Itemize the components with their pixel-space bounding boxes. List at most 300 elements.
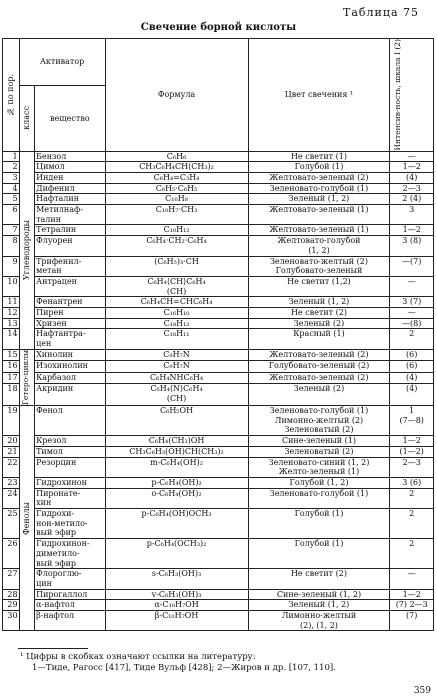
s-line: Фенантрен	[36, 297, 83, 307]
f-line: C₆H₄NHC₆H₄	[150, 372, 204, 382]
class-cell	[19, 349, 35, 405]
i-line: 3 (7)	[402, 297, 422, 307]
s-line: β-нафтол	[36, 611, 75, 621]
row-number: 5	[3, 194, 20, 205]
footnote-line-1: ¹ Цифры в скобках означают ссылки на литературу:	[20, 652, 256, 662]
substance-cell	[35, 276, 105, 296]
formula-cell	[105, 446, 248, 457]
s-line: Крезол	[36, 436, 67, 446]
table-row	[3, 539, 434, 569]
substance-cell	[35, 457, 105, 477]
table-row	[3, 569, 434, 589]
intensity-cell	[390, 236, 434, 256]
i-line: —	[407, 276, 416, 286]
f-line: C₁₀H₇·CH₃	[155, 205, 198, 215]
substance-cell	[35, 205, 105, 225]
g-line: Зеленоватый (2)	[284, 446, 354, 456]
i-line: 2	[409, 329, 415, 339]
g-line: (1, 2)	[308, 245, 330, 255]
intensity-cell	[390, 162, 434, 173]
row-number: 20	[3, 436, 20, 447]
glow-cell	[248, 205, 390, 225]
substance-cell	[35, 405, 105, 435]
f-line: α-C₁₀H₇OH	[154, 600, 199, 610]
s-line: хин	[36, 498, 52, 508]
intensity-cell	[390, 308, 434, 319]
glow-cell	[248, 600, 390, 611]
s-line: талин	[36, 214, 62, 224]
f-line: C₆H₆	[166, 151, 187, 161]
glow-cell	[248, 151, 390, 162]
page-number: 359	[413, 686, 431, 696]
table-row	[3, 488, 434, 508]
header-intensity: Интенсив-ность, шкала I (2)	[390, 39, 434, 152]
substance-cell	[35, 349, 105, 360]
f-line: C₉H₇N	[163, 349, 190, 359]
substance-cell	[35, 539, 105, 569]
glow-cell	[248, 446, 390, 457]
f-line: C₆H₄CH=CHC₆H₄	[140, 297, 213, 307]
g-line: Голубой (1)	[294, 509, 344, 519]
table-row	[3, 611, 434, 631]
header-glow: Цвет свечения ¹	[248, 39, 390, 152]
substance-cell	[35, 183, 105, 194]
i-line: —(8)	[402, 318, 422, 328]
glow-cell	[248, 349, 390, 360]
f-line: C₉H₇N	[163, 361, 190, 371]
i-line: 3	[409, 205, 415, 215]
s-line: Акридин	[36, 384, 74, 394]
table-row	[3, 276, 434, 296]
formula-cell	[105, 405, 248, 435]
g-line: Лимонно-желтый (2)	[274, 415, 364, 425]
s-line: Хризен	[36, 318, 67, 328]
g-line: Красный (1)	[293, 329, 345, 339]
substance-cell	[35, 488, 105, 508]
s-line: Дифенил	[36, 183, 75, 193]
s-line: Гидрохинон	[36, 477, 87, 487]
f-line: C₆H₅OH	[160, 405, 194, 415]
formula-cell	[105, 488, 248, 508]
f-line: s-C₆H₃(OH)₃	[151, 569, 202, 579]
formula-cell	[105, 477, 248, 488]
row-number: 1	[3, 151, 20, 162]
f-line: C₆H₄·CH₂·C₆H₄	[146, 236, 207, 246]
header-substance: вещество	[35, 86, 105, 151]
formula-cell	[105, 384, 248, 406]
glow-cell	[248, 509, 390, 539]
f-line: CH₃C₆H₄CH(CH₃)₂	[139, 162, 214, 172]
s-line: Изохинолин	[36, 361, 88, 371]
formula-cell	[105, 236, 248, 256]
formula-cell	[105, 436, 248, 447]
g-line: Голубой (1, 2)	[289, 477, 349, 487]
substance-cell	[35, 225, 105, 236]
row-number: 26	[3, 539, 20, 569]
intensity-cell	[390, 488, 434, 508]
row-number: 10	[3, 276, 20, 296]
intensity-cell	[390, 436, 434, 447]
f-line: (CH)	[166, 286, 187, 296]
substance-cell	[35, 384, 105, 406]
s-line: диметило-	[36, 548, 80, 558]
row-number: 12	[3, 308, 20, 319]
i-line: 1	[409, 405, 415, 415]
formula-cell	[105, 349, 248, 360]
class-cell	[19, 151, 35, 349]
i-line: 1—2	[402, 436, 421, 446]
formula-cell	[105, 361, 248, 372]
s-line: Метилнаф-	[36, 205, 83, 215]
table-row	[3, 151, 434, 162]
g-line: Желтовато-зеленый (2)	[269, 372, 369, 382]
f-line: C₁₆H₁₀	[163, 308, 190, 318]
i-line: (6)	[406, 349, 418, 359]
formula-cell	[105, 162, 248, 173]
i-line: 2	[409, 539, 415, 549]
header-no: № по пор.	[3, 39, 20, 152]
substance-cell	[35, 318, 105, 329]
i-line: 3 (8)	[402, 236, 422, 246]
table-row	[3, 225, 434, 236]
formula-cell	[105, 600, 248, 611]
f-line: m-C₆H₄(OH)₂	[150, 457, 203, 467]
i-line: —(7)	[402, 256, 422, 266]
row-number: 30	[3, 611, 20, 631]
formula-cell	[105, 509, 248, 539]
formula-cell	[105, 172, 248, 183]
f-line: o-C₆H₄(OH)₂	[151, 488, 202, 498]
substance-cell	[35, 297, 105, 308]
glow-cell	[248, 236, 390, 256]
formula-cell	[105, 569, 248, 589]
g-line: Зеленый (2)	[293, 318, 345, 328]
g-line: Голубовато-зеленый	[275, 266, 363, 276]
table-row	[3, 509, 434, 539]
glow-cell	[248, 162, 390, 173]
glow-cell	[248, 384, 390, 406]
intensity-cell	[390, 457, 434, 477]
g-line: Не светит (2)	[290, 308, 347, 318]
i-line: 2	[409, 509, 415, 519]
row-number: 9	[3, 256, 20, 276]
glow-cell	[248, 539, 390, 569]
s-line: вый эфир	[36, 528, 77, 538]
intensity-cell	[390, 318, 434, 329]
table-row	[3, 457, 434, 477]
intensity-cell	[390, 569, 434, 589]
formula-cell	[105, 539, 248, 569]
glow-cell	[248, 194, 390, 205]
glow-cell	[248, 589, 390, 600]
intensity-cell	[390, 477, 434, 488]
glow-cell	[248, 436, 390, 447]
footnote-rule	[18, 648, 88, 649]
f-line: CH₃C₆H₃(OH)CH(CH₃)₂	[129, 446, 224, 456]
s-line: Фенол	[36, 405, 63, 415]
i-line: —	[407, 569, 416, 579]
table-row	[3, 205, 434, 225]
table-row	[3, 384, 434, 406]
substance-cell	[35, 446, 105, 457]
glow-cell	[248, 225, 390, 236]
substance-cell	[35, 509, 105, 539]
g-line: Зеленовато-синий (1, 2)	[268, 457, 370, 467]
table-row	[3, 297, 434, 308]
table-row	[3, 194, 434, 205]
row-number: 6	[3, 205, 20, 225]
table-row	[3, 183, 434, 194]
f-line: (C₆H₅)₃·CH	[154, 256, 199, 266]
g-line: Зеленовато-голубой (1)	[269, 488, 369, 498]
formula-cell	[105, 329, 248, 349]
i-line: 3 (6)	[402, 477, 422, 487]
formula-cell	[105, 256, 248, 276]
g-line: Не светит (1,2)	[287, 276, 351, 286]
row-number: 7	[3, 225, 20, 236]
formula-cell	[105, 308, 248, 319]
header-formula: Формула	[105, 39, 248, 152]
substance-cell	[35, 256, 105, 276]
intensity-cell	[390, 151, 434, 162]
s-line: вый эфир	[36, 558, 77, 568]
f-line: C₁₈H₁₁	[163, 329, 190, 339]
row-number: 11	[3, 297, 20, 308]
s-line: Нафтантра-	[36, 329, 86, 339]
s-line: Цимол	[36, 162, 65, 172]
row-number: 19	[3, 405, 20, 435]
intensity-cell	[390, 384, 434, 406]
s-line: Тимол	[36, 446, 63, 456]
glow-cell	[248, 276, 390, 296]
class-label: Фенолы	[21, 501, 31, 535]
formula-cell	[105, 225, 248, 236]
formula-cell	[105, 372, 248, 383]
i-line: —	[407, 151, 416, 161]
class-label: Углеводороды	[21, 220, 31, 281]
substance-cell	[35, 308, 105, 319]
row-number: 17	[3, 372, 20, 383]
glow-cell	[248, 457, 390, 477]
g-line: Голубой (1)	[294, 539, 344, 549]
row-number: 23	[3, 477, 20, 488]
f-line: v-C₆H₃(OH)₃	[151, 589, 202, 599]
intensity-cell	[390, 405, 434, 435]
intensity-cell	[390, 509, 434, 539]
i-line: (1—2)	[399, 446, 424, 456]
table-row	[3, 477, 434, 488]
table-label: Таблица 75	[343, 6, 419, 19]
table-row	[3, 446, 434, 457]
intensity-cell	[390, 539, 434, 569]
s-line: Трифенил-	[36, 256, 82, 266]
s-line: Пиронате-	[36, 488, 81, 498]
s-line: Карбазол	[36, 372, 77, 382]
table-row	[3, 436, 434, 447]
table-row	[3, 162, 434, 173]
substance-cell	[35, 194, 105, 205]
f-line: C₆H₅·C₆H₅	[155, 183, 198, 193]
glow-table	[2, 38, 434, 631]
s-line: Пирогаллол	[36, 589, 88, 599]
row-number: 21	[3, 446, 20, 457]
i-line: 1—2	[402, 162, 421, 172]
class-label: Гетеро-циклы	[20, 349, 30, 405]
f-line: β-C₁₀H₇OH	[154, 611, 199, 621]
table-row	[3, 172, 434, 183]
f-line: C₁₀H₈	[165, 194, 188, 204]
g-line: (2), (1, 2)	[300, 620, 338, 630]
row-number: 22	[3, 457, 20, 477]
i-line: 2—3	[402, 457, 421, 467]
glow-cell	[248, 477, 390, 488]
g-line: Желтовато-зеленый (2)	[269, 172, 369, 182]
s-line: нон-метило-	[36, 518, 88, 528]
s-line: α-нафтол	[36, 600, 75, 610]
table-body	[3, 151, 434, 631]
substance-cell	[35, 329, 105, 349]
substance-cell	[35, 172, 105, 183]
row-number: 27	[3, 569, 20, 589]
i-line: (4)	[406, 372, 418, 382]
i-line: (7) 2—3	[395, 600, 428, 610]
i-line: (6)	[406, 361, 418, 371]
s-line: Бензол	[36, 151, 67, 161]
g-line: Зеленоватый (2)	[284, 425, 354, 435]
formula-cell	[105, 194, 248, 205]
substance-cell	[35, 436, 105, 447]
glow-cell	[248, 488, 390, 508]
formula-cell	[105, 205, 248, 225]
glow-cell	[248, 308, 390, 319]
i-line: 1—2	[402, 225, 421, 235]
table-row	[3, 329, 434, 349]
table-row	[3, 589, 434, 600]
s-line: Флуорен	[36, 236, 73, 246]
s-line: Хинолин	[36, 349, 74, 359]
row-number: 25	[3, 509, 20, 539]
formula-cell	[105, 276, 248, 296]
substance-cell	[35, 361, 105, 372]
f-line: C₆H₄⟨CH⟩C₆H₄	[147, 276, 206, 286]
formula-cell	[105, 297, 248, 308]
f-line: C₁₈H₁₂	[163, 318, 190, 328]
intensity-cell	[390, 600, 434, 611]
i-line: (4)	[406, 384, 418, 394]
g-line: Желтовато-зеленый (2)	[269, 349, 369, 359]
g-line: Зеленый (1, 2)	[288, 600, 350, 610]
table-row	[3, 318, 434, 329]
glow-cell	[248, 361, 390, 372]
table-row	[3, 600, 434, 611]
row-number: 18	[3, 384, 20, 406]
intensity-cell	[390, 297, 434, 308]
g-line: Не светит (1)	[290, 151, 347, 161]
formula-cell	[105, 611, 248, 631]
row-number: 4	[3, 183, 20, 194]
s-line: Нафталин	[36, 194, 80, 204]
g-line: Лимонно-желтый	[281, 611, 357, 621]
row-number: 8	[3, 236, 20, 256]
row-number: 2	[3, 162, 20, 173]
i-line: 2—3	[402, 183, 421, 193]
glow-cell	[248, 405, 390, 435]
f-line: (CH)	[166, 393, 187, 403]
g-line: Голубой (1)	[294, 162, 344, 172]
row-number: 14	[3, 329, 20, 349]
s-line: Тетралин	[36, 225, 77, 235]
class-cell	[19, 405, 35, 630]
g-line: Сине-зеленый (1)	[281, 436, 356, 446]
row-number: 16	[3, 361, 20, 372]
glow-cell	[248, 256, 390, 276]
substance-cell	[35, 372, 105, 383]
row-number: 24	[3, 488, 20, 508]
s-line: Гидрохинон-	[36, 539, 90, 549]
i-line: 1—2	[402, 589, 421, 599]
footnote	[20, 652, 336, 674]
table-row	[3, 256, 434, 276]
table-row	[3, 349, 434, 360]
formula-cell	[105, 318, 248, 329]
g-line: Желтовато-зеленый (1)	[269, 205, 369, 215]
table-row	[3, 236, 434, 256]
substance-cell	[35, 589, 105, 600]
s-line: Инден	[36, 172, 64, 182]
g-line: Зеленый (1, 2)	[288, 194, 350, 204]
g-line: Желтовато-голубой	[277, 236, 361, 246]
glow-cell	[248, 569, 390, 589]
footnote-line-2: 1—Тиде, Рагосс [417], Тиде Вульф [428]; 2—Жиров и др. [107, 110].	[32, 663, 336, 673]
s-line: цин	[36, 578, 52, 588]
s-line: Антрацен	[36, 276, 78, 286]
g-line: Желтовато-зеленый (1)	[269, 225, 369, 235]
s-line: Резорцин	[36, 457, 77, 467]
table-row	[3, 361, 434, 372]
table-row	[3, 372, 434, 383]
row-number: 28	[3, 589, 20, 600]
g-line: Зеленовато-голубой (1)	[269, 183, 369, 193]
row-number: 13	[3, 318, 20, 329]
table-row	[3, 405, 434, 435]
s-line: Гидрохи-	[36, 509, 75, 519]
s-line: Пирен	[36, 308, 64, 318]
g-line: Зеленый (1, 2)	[288, 297, 350, 307]
formula-cell	[105, 589, 248, 600]
g-line: Желто-зеленый (1)	[278, 467, 360, 477]
f-line: p-C₆H₄(OCH₃)₂	[146, 539, 207, 549]
intensity-cell	[390, 276, 434, 296]
intensity-cell	[390, 611, 434, 631]
g-line: Голубовато-зеленый (2)	[268, 361, 370, 371]
table-row	[3, 308, 434, 319]
row-number: 15	[3, 349, 20, 360]
i-line: (7)	[406, 611, 418, 621]
row-number: 29	[3, 600, 20, 611]
glow-cell	[248, 611, 390, 631]
intensity-cell	[390, 172, 434, 183]
i-line: 2	[409, 488, 415, 498]
f-line: C₁₀H₁₂	[163, 225, 190, 235]
f-line: C₆H₄⟨N⟩C₆H₄	[150, 384, 203, 394]
i-line: (4)	[406, 172, 418, 182]
intensity-cell	[390, 183, 434, 194]
f-line: C₆H₄=C₃H₄	[153, 172, 200, 182]
g-line: Сине-зеленый (1, 2)	[276, 589, 362, 599]
g-line: Не светит (2)	[290, 569, 347, 579]
s-line: цен	[36, 339, 52, 349]
intensity-cell	[390, 225, 434, 236]
